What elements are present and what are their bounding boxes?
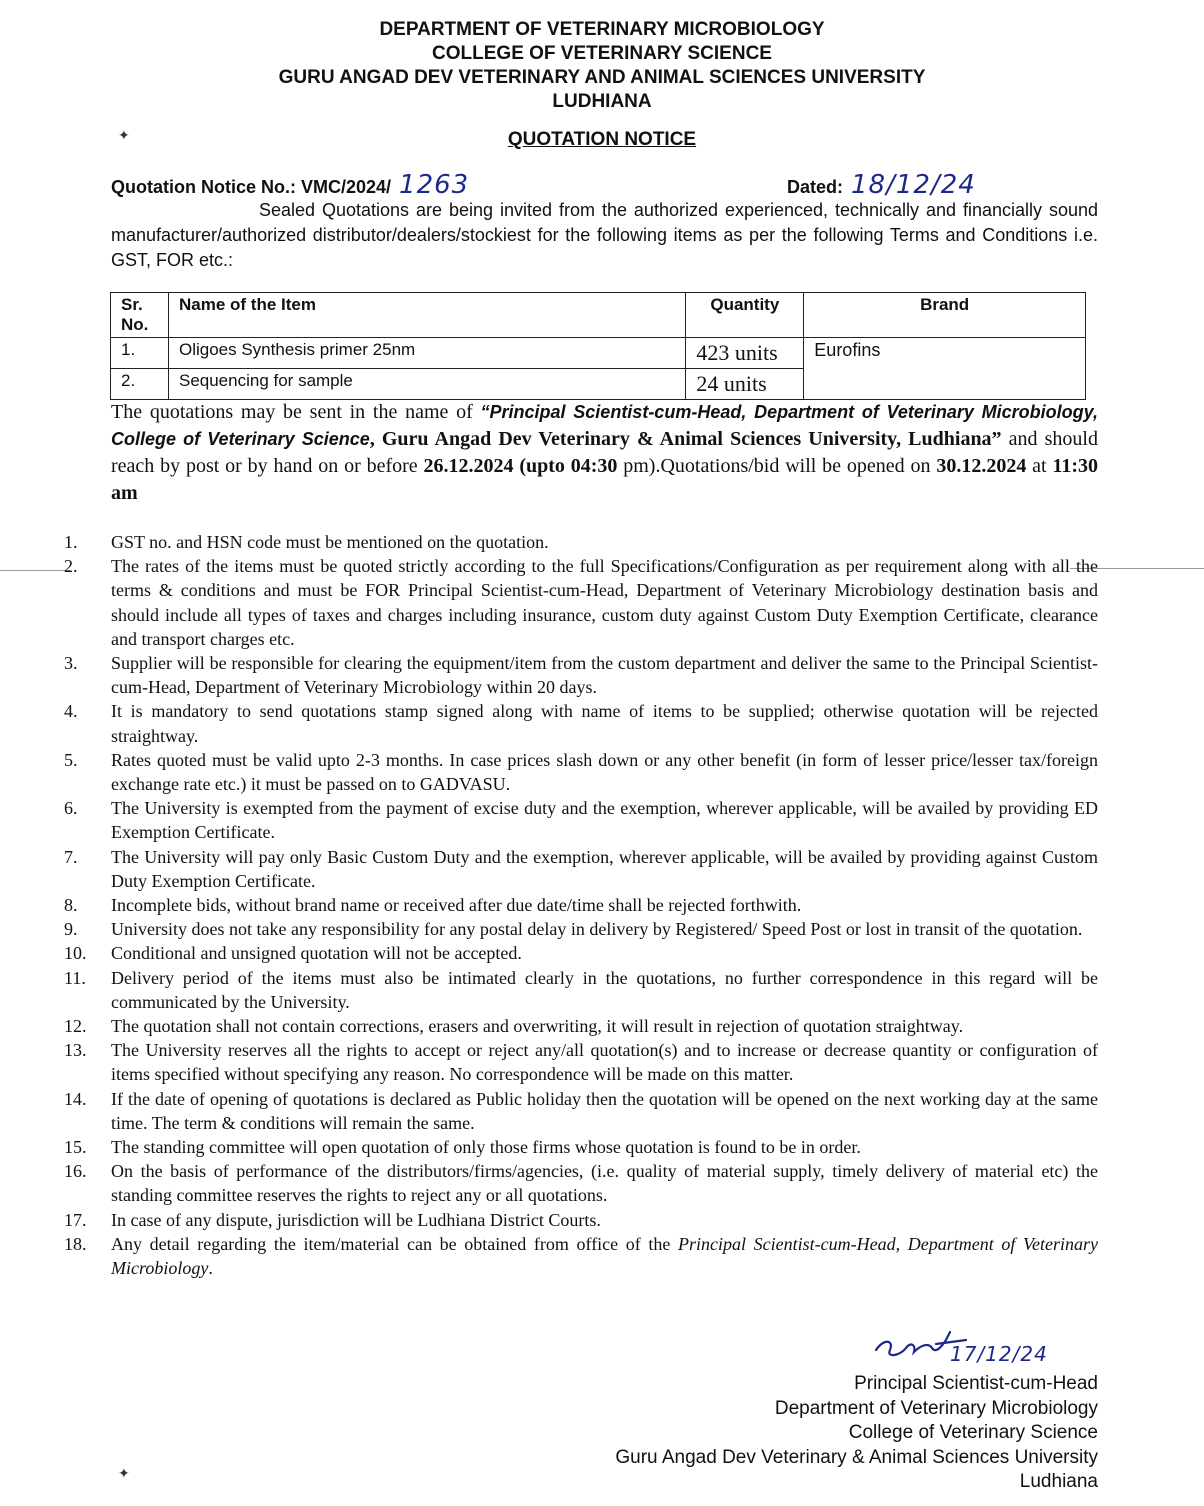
- signatory-city: Ludhiana: [1019, 1471, 1098, 1492]
- handwritten-signature: [870, 1328, 1048, 1372]
- list-item: 13. The University reserves all the rights to accept or reject any/all quotation(s) and to increase or decrease quantity or configuration of items specified without specifying any reason. No correspondence will be made on this matter.: [64, 1040, 1098, 1085]
- item-name-cell: Oligoes Synthesis primer 25nm: [168, 338, 685, 369]
- terms-list: [64, 530, 1098, 1280]
- list-item: 12. The quotation shall not contain corrections, erasers and overwriting, it will result in rejection of quotation straightway.: [64, 1016, 964, 1037]
- college-name: COLLEGE OF VETERINARY SCIENCE: [432, 43, 772, 64]
- table-row: [111, 338, 1086, 369]
- signatory-block: [615, 1372, 1098, 1495]
- list-item: 3. Supplier will be responsible for clearing the equipment/item from the custom department and deliver the same to the Principal Scientist-cum-Head, Department of Veterinary Microbiology within 20 days.: [64, 653, 1098, 698]
- addressee-university: , Guru Angad Dev Veterinary & Animal Sciences University, Ludhiana”: [369, 428, 1002, 450]
- list-item: 1. GST no. and HSN code must be mentioned on the quotation.: [64, 532, 549, 552]
- letterhead: [0, 18, 1204, 114]
- handwritten-number: 1263: [399, 170, 470, 200]
- list-item: 9. University does not take any responsibility for any postal delay in delivery by Registered/ Speed Post or lost in transit of the quotation.: [64, 919, 1083, 940]
- quotation-number: [111, 170, 469, 200]
- item-name-cell: Sequencing for sample: [168, 369, 685, 400]
- items-table: [110, 292, 1086, 400]
- signatory-title: Principal Scientist-cum-Head: [854, 1373, 1098, 1394]
- notice-date: [787, 170, 976, 200]
- list-item: 14. If the date of opening of quotations is declared as Public holiday then the quotation will be opened on the next working day at the same time. The term & conditions will remain the same.: [64, 1088, 1098, 1133]
- list-item: 5. Rates quoted must be valid upto 2-3 months. In case prices slash down or any other benefit (in form of lesser price/lesser tax/foreign exchange rate etc.) it must be passed on to GADVASU.: [64, 749, 1098, 795]
- list-item: 16. On the basis of performance of the distributors/firms/agencies, (i.e. quality of material supply, timely delivery of material etc) the standing committee reserves the rights to reject any or all quotations.: [64, 1161, 1098, 1206]
- item-name-header: Name of the Item: [168, 293, 685, 338]
- quotation-number-label: Quotation Notice No.: VMC/2024/: [111, 177, 392, 197]
- quantity-cell: 24 units: [686, 369, 804, 400]
- list-item: 4. It is mandatory to send quotations stamp signed along with name of items to be supplied; otherwise quotation will be rejected straightway.: [64, 701, 1098, 746]
- notice-title: QUOTATION NOTICE: [507, 129, 697, 150]
- office-reference: Principal Scientist-cum-Head, Department of Veterinary Microbiology: [111, 1233, 1098, 1279]
- intro-paragraph: Sealed Quotations are being invited from the authorized experienced, technically and financially sound manufacturer/authorized distributor/dealers/stockiest for the following items as per the following Terms and Conditions i.e. GST, FOR etc.:: [111, 200, 1098, 270]
- sr-no-cell: 1.: [111, 338, 169, 369]
- list-item: 10. Conditional and unsigned quotation will not be accepted.: [64, 943, 522, 964]
- brand-header: Brand: [804, 293, 1086, 338]
- quantity-cell: 423 units: [686, 338, 804, 369]
- list-item: 15. The standing committee will open quotation of only those firms whose quotation is found to be in order.: [64, 1137, 861, 1158]
- addressee: “Principal Scientist-cum-Head, Department of Veterinary Microbiology, College of Veterinary Science: [111, 402, 1098, 449]
- sr-no-header: Sr. No.: [111, 293, 169, 338]
- list-item: 2. The rates of the items must be quoted strictly according to the full Specifications/Configuration as per requirement along with all the terms & conditions and must be FOR Principal Scientist-cum-Head, Department of Veterinary Microbiology destination basis and should include all types of taxes and charges including insurance, custom duty against Custom Duty Exemption Certificate, clearance and transport charges etc.: [64, 556, 1098, 649]
- city-name: LUDHIANA: [552, 91, 652, 112]
- date-label: Dated:: [787, 177, 844, 197]
- signatory-university: Guru Angad Dev Veterinary & Animal Sciences University: [615, 1446, 1098, 1468]
- handwritten-date: 18/12/24: [851, 170, 976, 200]
- list-item: 17. In case of any dispute, jurisdiction will be Ludhiana District Courts.: [64, 1209, 601, 1230]
- signatory-college: College of Veterinary Science: [848, 1422, 1098, 1443]
- list-item: 11. Delivery period of the items must also be intimated clearly in the quotations, no further correspondence in this regard will be communicated by the University.: [64, 967, 1098, 1012]
- sr-no-cell: 2.: [111, 369, 169, 400]
- department-name: DEPARTMENT OF VETERINARY MICROBIOLOGY: [379, 19, 825, 40]
- deadline: 26.12.2024 (upto 04:30: [423, 455, 618, 477]
- signatory-department: Department of Veterinary Microbiology: [774, 1397, 1098, 1419]
- opening-time: 11:30 am: [111, 455, 1098, 504]
- submission-paragraph: The quotations may be sent in the name of “Principal Scientist-cum-Head, Department of Veterinary Microbiology, College of Veterinary Science, Guru Angad Dev Veterinary & Animal Sciences University, Ludhiana” and should reach by post or by hand on or before 26.12.2024 (upto 04:30 pm).Quotations/bid will be opened on 30.12.2024 at 11:30 am: [111, 401, 1098, 504]
- university-name: GURU ANGAD DEV VETERINARY AND ANIMAL SCIENCES UNIVERSITY: [278, 67, 926, 88]
- list-item: 7. The University will pay only Basic Custom Duty and the exemption, wherever applicable, will be availed by providing against Custom Duty Exemption Certificate.: [64, 846, 1098, 891]
- scan-line: [0, 570, 70, 571]
- list-item: 6. The University is exempted from the payment of excise duty and the exemption, wherever applicable, will be availed by providing ED Exemption Certificate.: [64, 798, 1098, 843]
- hole-punch-mark: ✦: [118, 1467, 130, 1482]
- quantity-header: Quantity: [686, 293, 804, 338]
- opening-date: 30.12.2024: [936, 455, 1027, 477]
- brand-cell: Eurofins: [804, 338, 1086, 400]
- list-item: 18. Any detail regarding the item/material can be obtained from office of the Principal Scientist-cum-Head, Department of Veterinary Microbiology.: [64, 1233, 1098, 1279]
- list-item: 8. Incomplete bids, without brand name or received after due date/time shall be rejected forthwith.: [64, 895, 802, 916]
- signature-date: 17/12/24: [950, 1342, 1048, 1366]
- table-header-row: [111, 293, 1086, 338]
- hole-punch-mark: ✦: [118, 129, 130, 144]
